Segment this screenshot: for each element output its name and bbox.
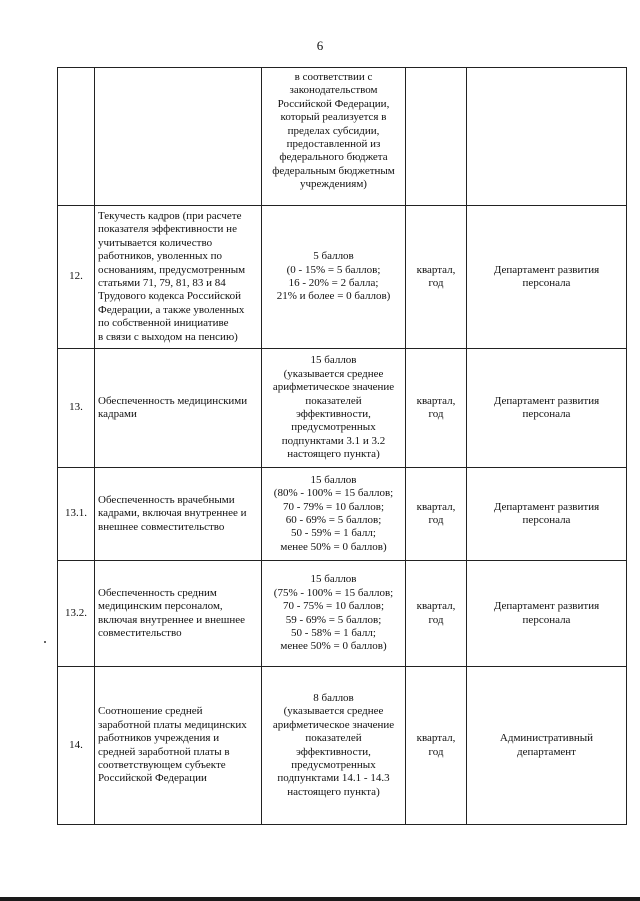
cell-line: квартал, xyxy=(416,263,456,276)
cell-line: 16 - 20% = 2 балла; xyxy=(288,277,379,289)
cell-line: в связи с выходом на пенсию) xyxy=(98,330,238,343)
cell-line: соответствующем субъекте xyxy=(98,758,226,771)
cell-line: год xyxy=(428,745,444,758)
table-row xyxy=(58,561,627,667)
row-number: 13.2. xyxy=(58,561,95,667)
cell-line: квартал, xyxy=(416,500,456,513)
cell-line: федерального бюджета xyxy=(279,151,388,164)
row-number: 14. xyxy=(58,667,95,825)
cell-line: 50 - 58% = 1 балл; xyxy=(291,626,376,639)
value-cell xyxy=(262,667,406,825)
cell-line: в соответствии с xyxy=(294,71,373,83)
cell-line: арифметическое значение xyxy=(272,381,395,394)
value-cell xyxy=(262,349,406,468)
cell-line: 5 баллов xyxy=(313,250,354,263)
cell-line: менее 50% = 0 баллов) xyxy=(280,640,387,653)
department-cell xyxy=(467,349,627,468)
cell-line: 59 - 69% = 5 баллов; xyxy=(285,613,382,626)
cell-line: Российской Федерации xyxy=(98,772,207,785)
cell-line: менее 50% = 0 баллов) xyxy=(280,540,387,553)
indicator-cell xyxy=(95,468,262,561)
cell-line: включая внутреннее и внешнее xyxy=(98,613,245,626)
cell-line: показателей xyxy=(305,732,362,745)
cell-line: год xyxy=(428,613,444,626)
cell-line: арифметическое значение xyxy=(272,718,395,731)
cell-line: Обеспеченность врачебными xyxy=(98,493,235,506)
cell-line: настоящего пункта) xyxy=(287,785,380,798)
department-cell xyxy=(467,68,627,206)
cell-line: медицинским персоналом, xyxy=(98,600,223,613)
indicator-cell xyxy=(95,206,262,349)
cell-line: 8 баллов xyxy=(313,691,354,704)
cell-line: (0 - 15% = 5 баллов; xyxy=(286,263,381,276)
indicators-table xyxy=(57,67,627,825)
cell-line: 15 баллов xyxy=(310,354,357,367)
cell-line: подпунктами 3.1 и 3.2 xyxy=(281,434,386,447)
cell-line: персонала xyxy=(522,613,571,626)
cell-line: квартал, xyxy=(416,600,456,613)
cell-line: предоставленной из xyxy=(286,138,381,151)
cell-line: 50 - 59% = 1 балл; xyxy=(291,527,376,540)
cell-line: законодательством xyxy=(289,84,378,97)
cell-line: показателей xyxy=(305,394,362,407)
cell-line: Департамент развития xyxy=(493,600,600,613)
cell-line: (указывается среднее xyxy=(283,367,384,380)
cell-line: Административный xyxy=(499,732,594,745)
cell-line: 21% и более = 0 баллов) xyxy=(276,290,391,303)
cell-line: подпунктами 14.1 - 14.3 xyxy=(277,772,390,785)
cell-line: настоящего пункта) xyxy=(287,448,380,461)
cell-line: 15 баллов xyxy=(310,573,357,586)
period-cell xyxy=(406,468,467,561)
cell-line: эффективности, xyxy=(296,745,371,758)
row-number xyxy=(58,68,95,206)
value-cell xyxy=(262,468,406,561)
cell-line: персонала xyxy=(522,514,571,526)
cell-line: Федерации, а также уволенных xyxy=(98,303,245,316)
period-cell xyxy=(406,561,467,667)
cell-line: средней заработной платы в xyxy=(98,745,230,758)
table-row xyxy=(58,667,627,825)
cell-line: кадрами xyxy=(98,408,137,420)
table-row xyxy=(58,468,627,561)
period-cell xyxy=(406,667,467,825)
row-number: 13.1. xyxy=(58,468,95,561)
value-cell xyxy=(262,206,406,349)
cell-line: Текучесть кадров (при расчете xyxy=(98,209,242,222)
cell-line: 15 баллов xyxy=(310,473,357,486)
cell-line: работников, уволенных по xyxy=(98,250,223,263)
cell-line: год xyxy=(428,277,444,289)
cell-line: по собственной инициативе xyxy=(98,317,229,330)
cell-line: предусмотренных xyxy=(291,421,376,434)
value-cell xyxy=(262,561,406,667)
cell-line: учреждениям) xyxy=(300,178,367,191)
cell-line: совместительство xyxy=(98,626,182,639)
cell-line: квартал, xyxy=(416,394,456,407)
cell-line: эффективности, xyxy=(296,408,371,420)
cell-line: основаниям, предусмотренным xyxy=(98,263,246,276)
cell-line: Департамент развития xyxy=(493,263,600,276)
cell-line: статьями 71, 79, 81, 83 и 84 xyxy=(98,277,226,289)
cell-line: заработной платы медицинских xyxy=(98,718,247,731)
row-number: 12. xyxy=(58,206,95,349)
indicator-cell xyxy=(95,667,262,825)
cell-line: год xyxy=(428,408,444,420)
cell-line: Департамент развития xyxy=(493,500,600,513)
department-cell xyxy=(467,561,627,667)
department-cell xyxy=(467,667,627,825)
cell-line: (указывается среднее xyxy=(283,705,384,718)
cell-line: Департамент развития xyxy=(493,394,600,407)
cell-line: который реализуется в xyxy=(280,111,387,124)
indicator-cell xyxy=(95,561,262,667)
department-cell xyxy=(467,468,627,561)
cell-line: 70 - 75% = 10 баллов; xyxy=(282,600,385,613)
scan-edge xyxy=(0,897,640,901)
cell-line: кадрами, включая внутреннее и xyxy=(98,507,247,520)
table-row xyxy=(58,206,627,349)
cell-line: персонала xyxy=(522,277,571,289)
cell-line: Обеспеченность средним xyxy=(98,586,217,599)
scan-speck xyxy=(44,641,46,643)
cell-line: работников учреждения и xyxy=(98,732,220,745)
table-row xyxy=(58,68,627,206)
period-cell xyxy=(406,206,467,349)
table-row xyxy=(58,349,627,468)
cell-line: учитывается количество xyxy=(98,236,213,249)
cell-line: персонала xyxy=(522,408,571,420)
period-cell xyxy=(406,68,467,206)
cell-line: федеральным бюджетным xyxy=(272,164,395,177)
value-cell xyxy=(262,68,406,206)
cell-line: Обеспеченность медицинскими xyxy=(98,394,248,407)
cell-line: квартал, xyxy=(416,732,456,745)
cell-line: Российской Федерации, xyxy=(277,97,390,110)
cell-line: (75% - 100% = 15 баллов; xyxy=(273,586,394,599)
page-number: 6 xyxy=(316,38,324,53)
cell-line: 70 - 79% = 10 баллов; xyxy=(282,500,385,513)
period-cell xyxy=(406,349,467,468)
indicator-cell xyxy=(95,68,262,206)
cell-line: Соотношение средней xyxy=(98,705,203,718)
department-cell xyxy=(467,206,627,349)
row-number: 13. xyxy=(58,349,95,468)
cell-line: показателя эффективности не xyxy=(98,223,237,236)
cell-line: (80% - 100% = 15 баллов; xyxy=(273,487,394,500)
cell-line: 60 - 69% = 5 баллов; xyxy=(285,514,382,526)
cell-line: предусмотренных xyxy=(291,758,376,771)
cell-line: внешнее совместительство xyxy=(98,520,225,533)
indicator-cell xyxy=(95,349,262,468)
cell-line: департамент xyxy=(517,745,576,758)
cell-line: пределах субсидии, xyxy=(287,124,380,137)
cell-line: год xyxy=(428,514,444,526)
cell-line: Трудового кодекса Российской xyxy=(98,290,242,303)
